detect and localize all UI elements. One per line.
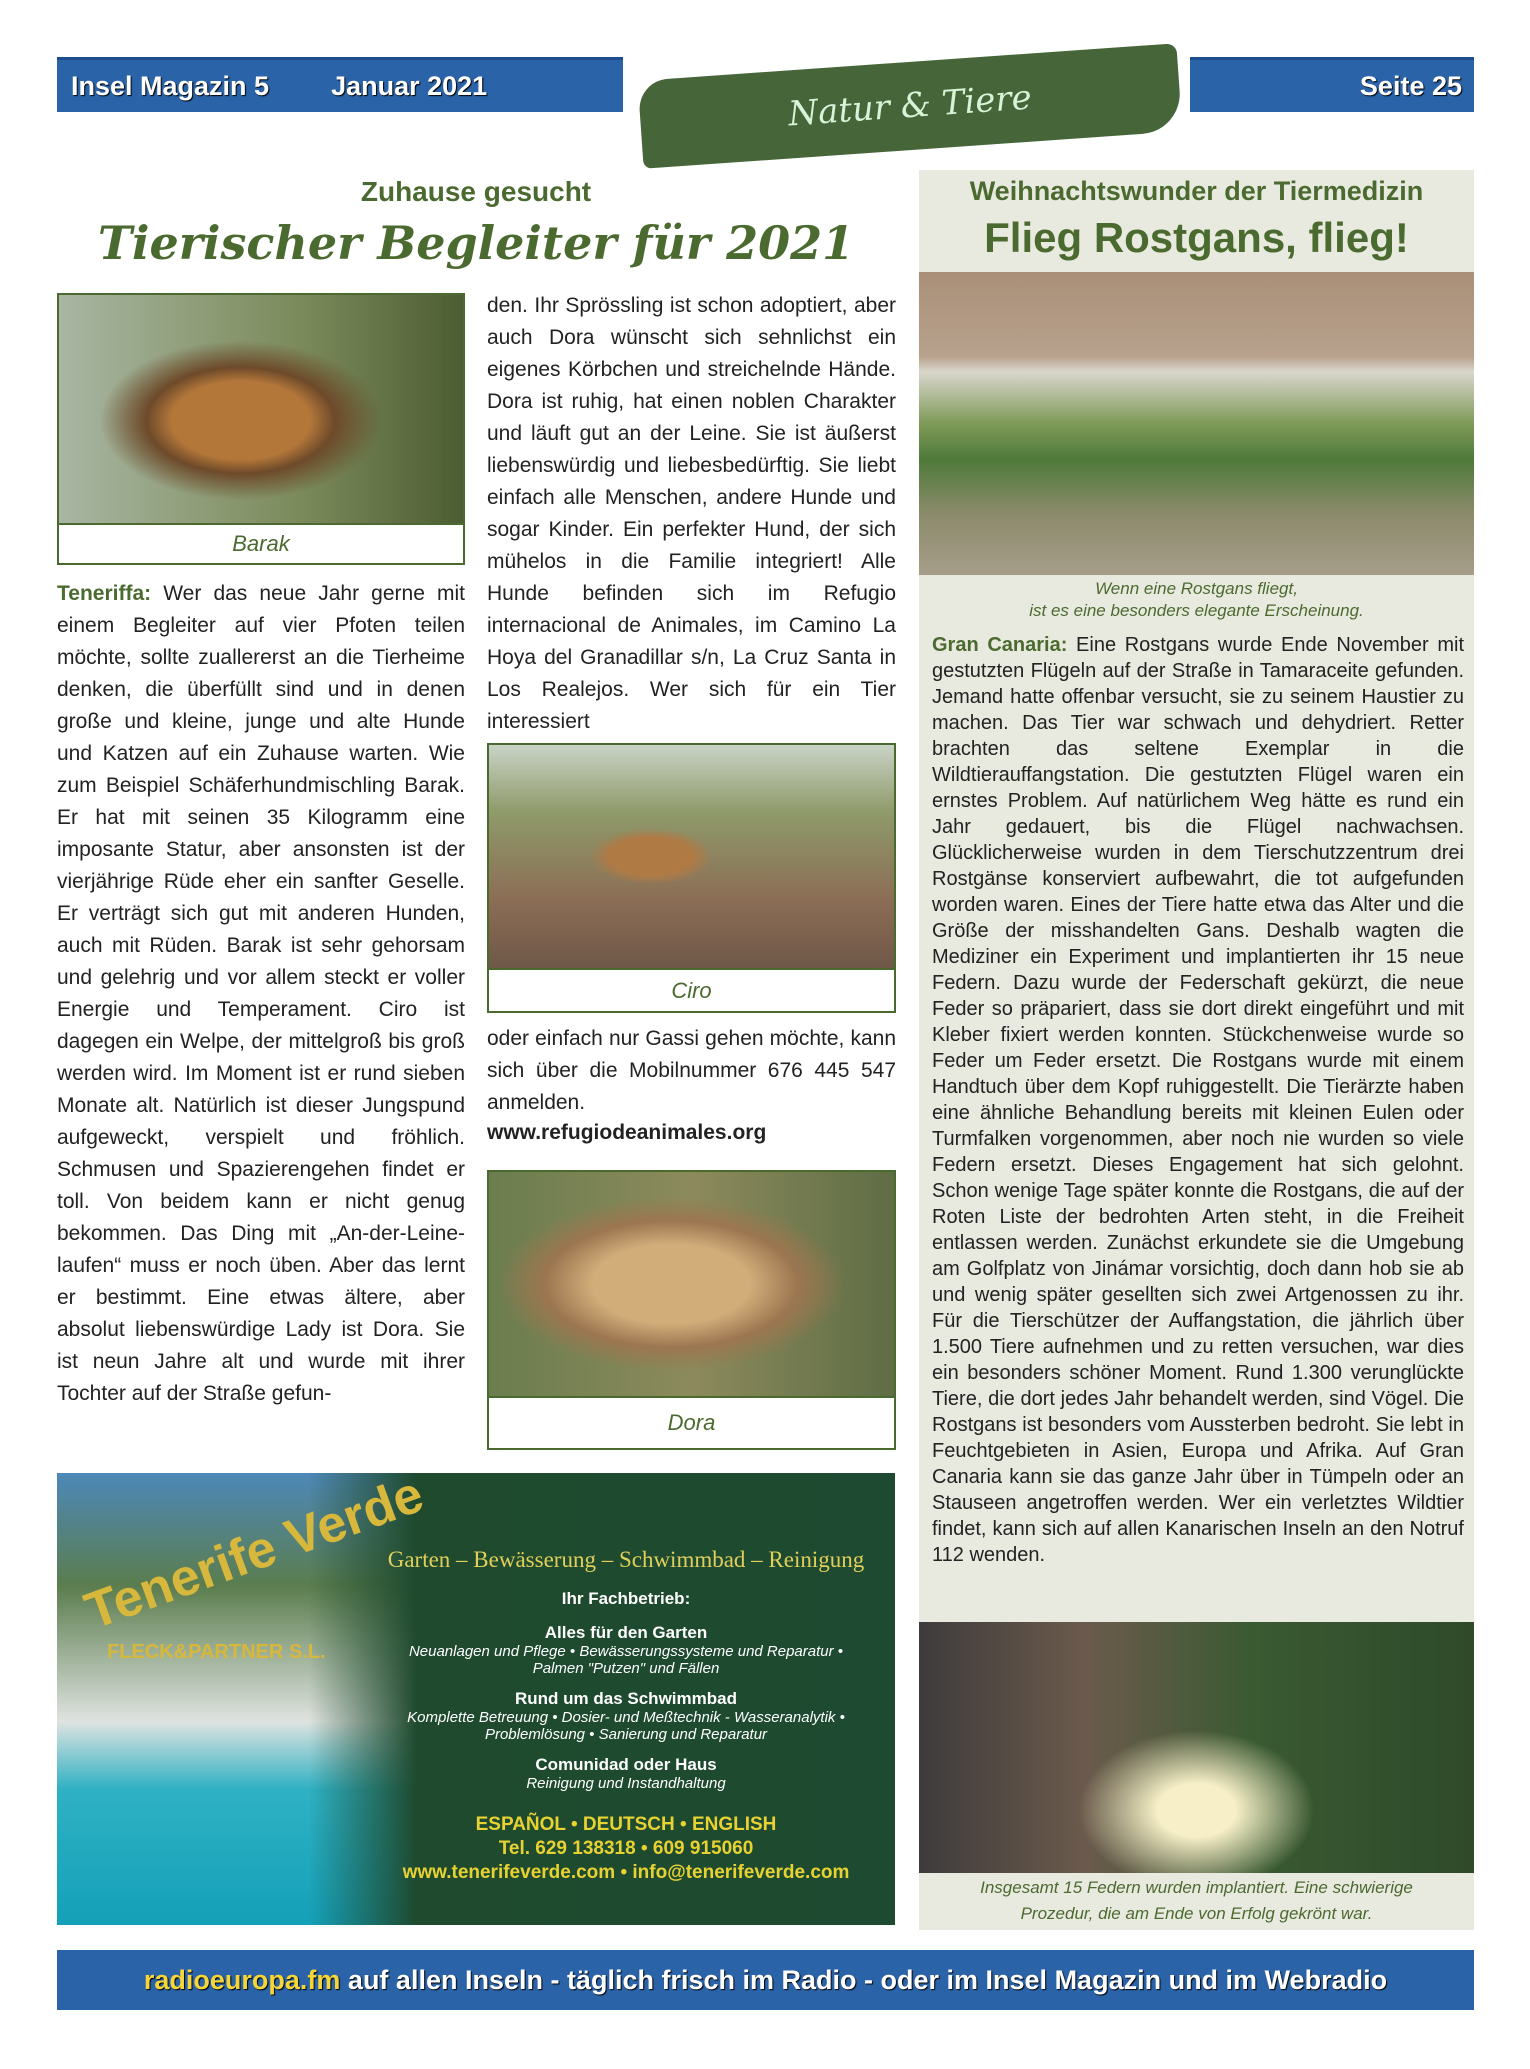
location-gran-canaria: Gran Canaria: — [932, 634, 1068, 656]
left-text-col1 — [57, 578, 465, 1410]
ad-phone: Tel. 629 138318 • 609 915060 — [498, 1838, 754, 1859]
refugio-link[interactable]: www.refugiodeanimales.org — [487, 1121, 767, 1144]
ad-contact[interactable]: www.tenerifeverde.com • info@tenerifeverde.com — [402, 1862, 850, 1883]
ciro-caption: Ciro — [487, 970, 896, 1013]
goose-caption — [919, 578, 1474, 622]
left-kicker: Zuhause gesucht — [360, 176, 592, 207]
caption-line: Prozedur, die am Ende von Erfolg gekrönt war. — [1020, 1904, 1373, 1923]
ad-tagline: Garten – Bewässerung – Schwimmbad – Reinigung — [387, 1547, 865, 1572]
article-text: Eine Rostgans wurde Ende November mit gestutzten Flügeln auf der Straße in Tamaraceite gefunden. Jemand hatte offenbar versucht, sie zu seinem Haustier zu machen. Das Tier war schwach und dehydriert. Retter brachten das seltene Exemplar in die Wildtierauffangstation. Die gestutzten Flügel waren ein ernstes Problem. Auf natürlichem Weg hätte es rund ein Jahr gedauert, bis die Flügel nachwachsen. Glücklicherweise wurden in dem Tierschutzzentrum drei Rostgänse konserviert aufbewahrt, die tot aufgefunden worden waren. Eines der Tiere hatte etwa das Alter und die Größe der misshandelten Gans. Deshalb wagten die Mediziner ein Experiment und implantierten ihr 15 neue Federn. Dazu wurde der Federschaft gekürzt, die neue Feder so präpariert, dass sie dort direkt eingeführt und mit Kleber fixiert werden konnten. Stückchenweise wurde so Feder um Feder ersetzt. Die Rostgans wurde mit einem Handtuch über dem Kopf ruhiggestellt. Die Tierärzte haben eine ähnliche Behandlung bereits mit kleinen Eulen oder Turmfalken vorgenommen, aber noch nie wurden so viele Federn ersetzt. Dieses Engagement hat sich gelohnt. Schon wenige Tage später konnte die Rostgans, die auf der Roten Liste der bedrohten Arten steht, in die Freiheit entlassen werden. Zunächst erkundete sie die Umgebung am Golfplatz von Jinámar vorsichtig, doch dann hob sie ab und wenig später gesellten sich zwei Artgenossen zu ihr. Für die Tierschützer der Auffangstation, die jährlich über 1.500 Tiere aufnehmen und zu retten versuchen, war dies ein besonders schöner Moment. Rund 1.300 verunglückte Tiere, die dort jedes Jahr behandelt werden, sind Vögel. Die Rostgans ist besonders vom Aussterben bedroht. Sie lebt in Feuchtgebieten in Asien, Europa und Afrika. Auf Gran Canaria kann sie das ganze Jahr über in Tümpeln oder an Stauseen angetroffen werden. Wer ein verletztes Wildtier findet, kann sich auf allen Kanarischen Inseln an den Notruf 112 wenden. — [932, 634, 1464, 1566]
left-text-col2-end: oder einfach nur Gassi gehen möchte, kann sich über die Mobilnummer 676 445 547 anmelden. — [487, 1027, 896, 1114]
dora-photo — [487, 1170, 896, 1398]
ad-languages: ESPAÑOL • DEUTSCH • ENGLISH — [475, 1814, 777, 1835]
header-right-bar — [1190, 57, 1474, 112]
section-title: Natur & Tiere — [787, 77, 1033, 135]
feather-caption — [919, 1875, 1474, 1927]
ad-section-title: Comunidad oder Haus — [535, 1755, 717, 1774]
magazine-name: Insel Magazin 5 — [71, 70, 270, 101]
barak-photo — [57, 293, 465, 525]
ad-section-title: Rund um das Schwimmbad — [515, 1689, 737, 1708]
ad-intro: Ihr Fachbetrieb: — [561, 1589, 691, 1608]
ad-section-text: Palmen "Putzen" und Fällen — [532, 1660, 720, 1677]
location-tenerife: Teneriffa: — [57, 582, 152, 605]
header-left-bar — [57, 57, 623, 112]
footer-bar — [57, 1950, 1474, 2010]
caption-line: Wenn eine Rostgans fliegt, — [1095, 579, 1298, 598]
ad-section-text: Neuanlagen und Pflege • Bewässerungssysteme und Reparatur • — [408, 1643, 844, 1660]
ad-section-text: Reinigung und Instandhaltung — [526, 1775, 726, 1792]
tenerife-verde-ad — [57, 1465, 895, 1925]
ad-section-title: Alles für den Garten — [544, 1623, 708, 1642]
brand-logo: Tenerife Verde — [77, 1465, 431, 1641]
footer-text: auf allen Inseln - täglich frisch im Radio - oder im Insel Magazin und im Webradio — [340, 1964, 1388, 1995]
caption-line: Insgesamt 15 Federn wurden implantiert. Eine schwierige — [980, 1878, 1413, 1897]
goose-flying-photo — [919, 272, 1474, 575]
right-kicker: Weihnachtswunder der Tiermedizin — [969, 176, 1424, 206]
footer-site-link[interactable]: radioeuropa.fm — [143, 1964, 341, 1995]
dora-caption: Dora — [487, 1398, 896, 1450]
right-title: Flieg Rostgans, flieg! — [984, 214, 1409, 261]
ad-section-text: Komplette Betreuung • Dosier- und Meßtechnik - Wasseranalytik • — [407, 1709, 845, 1726]
left-text-col2: den. Ihr Sprössling ist schon adoptiert, aber auch Dora wünscht sich sehnlichst ein eigenes Körbchen und streichelnde Hände. Dora ist ruhig, hat einen noblen Charakter und läuft gut an der Leine. Sie ist äußerst liebenswürdig und liebesbedürftig. Sie liebt einfach alle Menschen, andere Hunde und sogar Kinder. Ein perfekter Hund, der sich mühelos in die Familie integriert! Alle Hunde befinden sich im Refugio internacional de Animales, im Camino La Hoya del Granadillar s/n, La Cruz Santa in Los Realejos. Wer sich für ein Tier interessiert — [487, 294, 896, 733]
issue-date: Januar 2021 — [331, 70, 488, 101]
right-text — [932, 632, 1464, 1568]
ad-section-text: Problemlösung • Sanierung und Reparatur — [484, 1726, 768, 1743]
caption-line: ist es eine besonders elegante Erscheinung. — [1029, 601, 1364, 620]
article-text: Wer das neue Jahr gerne mit einem Begleiter auf vier Pfoten teilen möchte, sollte zuallererst an die Tierheime denken, die überfüllt sind und in denen große und kleine, junge und alte Hunde und Katzen auf ein Zuhause warten. Wie zum Beispiel Schäferhundmischling Barak. Er hat mit seinen 35 Kilogramm eine imposante Statur, aber ansonsten ist der vierjährige Rüde eher ein sanfter Geselle. Er verträgt sich gut mit anderen Hunden, auch mit Rüden. Barak ist sehr gehorsam und gelehrig und vor allem steckt er voller Energie und Temperament. Ciro ist dagegen ein Welpe, der mittelgroß bis groß werden wird. Im Moment ist er rund sieben Monate alt. Natürlich ist dieser Jungspund aufgeweckt, verspielt und fröhlich. Schmusen und Spazierengehen findet er toll. Von beidem kann er nicht genug bekommen. Das Ding mit „An-der-Leine-laufen“ muss er noch üben. Aber das lernt er bestimmt. Eine etwas ältere, aber absolut liebenswürdige Lady ist Dora. Sie ist neun Jahre alt und wurde mit ihrer Tochter auf der Straße gefun- — [57, 582, 465, 1405]
section-banner — [638, 43, 1183, 168]
ciro-photo — [487, 743, 896, 970]
company-name: FLECK&PARTNER S.L. — [107, 1641, 326, 1663]
barak-caption: Barak — [57, 525, 465, 565]
feather-implant-photo — [919, 1622, 1474, 1873]
page-number: Seite 25 — [1359, 70, 1462, 101]
left-title: Tierischer Begleiter für 2021 — [97, 216, 855, 270]
